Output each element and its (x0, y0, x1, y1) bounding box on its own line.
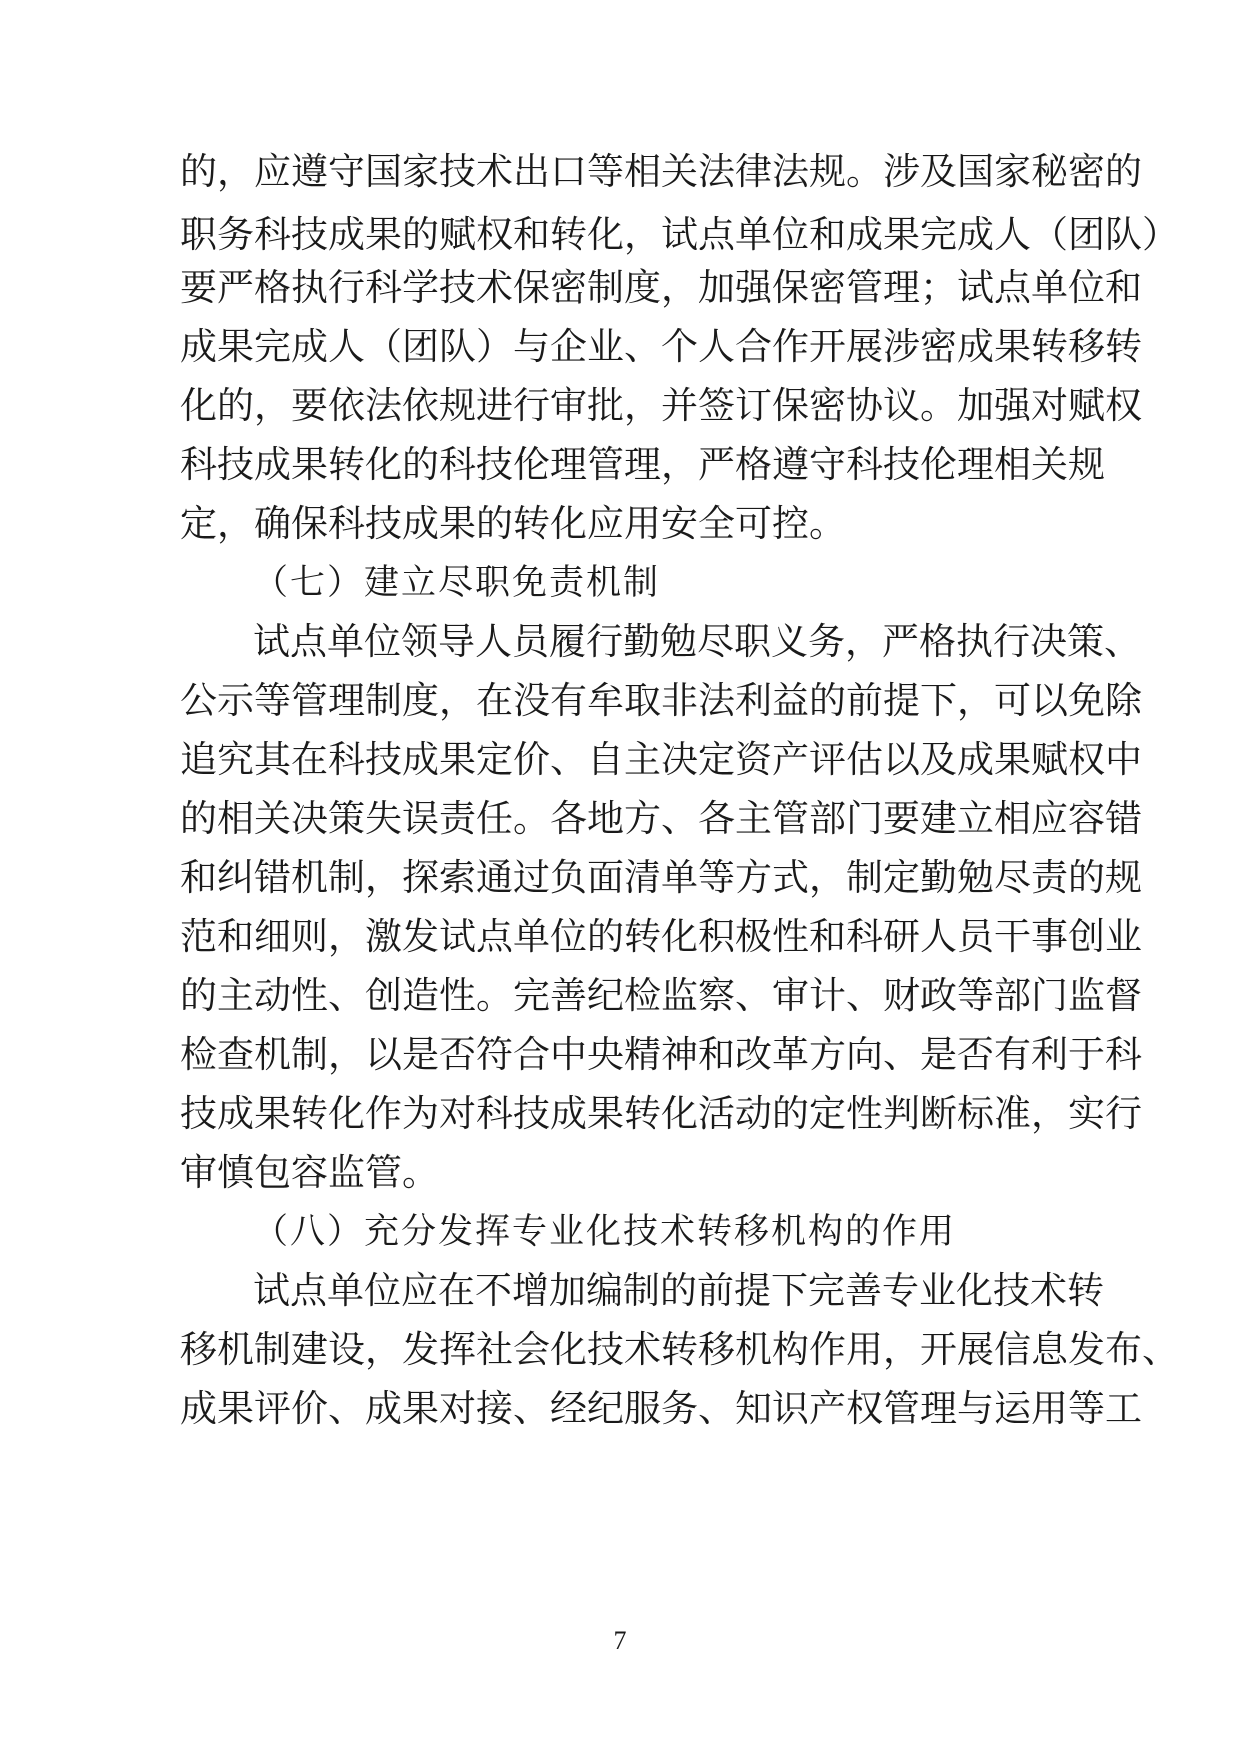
text-line: 范和细则，激发试点单位的转化积极性和科研人员干事创业 (180, 915, 1142, 958)
text-line: 要严格执行科学技术保密制度，加强保密管理；试点单位和 (180, 266, 1142, 309)
text-line: 定，确保科技成果的转化应用安全可控。 (180, 502, 846, 545)
page-number: 7 (613, 1626, 627, 1655)
text-line: 试点单位领导人员履行勤勉尽职义务，严格执行决策、 (253, 620, 1141, 663)
text-line: 的相关决策失误责任。各地方、各主管部门要建立相应容错 (180, 797, 1142, 840)
text-line: 科技成果转化的科技伦理管理，严格遵守科技伦理相关规 (180, 443, 1105, 486)
text-line: 的主动性、创造性。完善纪检监察、审计、财政等部门监督 (180, 974, 1142, 1017)
text-line: 职务科技成果的赋权和转化，试点单位和成果完成人（团队） (180, 213, 1179, 256)
text-line: 的，应遵守国家技术出口等相关法律法规。涉及国家秘密的 (180, 150, 1142, 193)
text-line: 技成果转化作为对科技成果转化活动的定性判断标准，实行 (180, 1092, 1142, 1135)
text-line: 成果评价、成果对接、经纪服务、知识产权管理与运用等工 (180, 1387, 1142, 1430)
text-line: 追究其在科技成果定价、自主决定资产评估以及成果赋权中 (180, 738, 1142, 781)
text-line: 化的，要依法依规进行审批，并签订保密协议。加强对赋权 (180, 384, 1142, 427)
text-line: 审慎包容监管。 (180, 1151, 439, 1194)
section-heading-7: （七）建立尽职免责机制 (253, 563, 661, 603)
text-line: 检查机制，以是否符合中央精神和改革方向、是否有利于科 (180, 1033, 1142, 1076)
text-line: 和纠错机制，探索通过负面清单等方式，制定勤勉尽责的规 (180, 856, 1142, 899)
text-line: 成果完成人（团队）与企业、个人合作开展涉密成果转移转 (180, 325, 1142, 368)
text-line: 移机制建设，发挥社会化技术转移机构作用，开展信息发布、 (180, 1328, 1179, 1371)
section-heading-8: （八）充分发挥专业化技术转移机构的作用 (253, 1212, 957, 1252)
text-line: 公示等管理制度，在没有牟取非法利益的前提下，可以免除 (180, 679, 1142, 722)
text-line: 试点单位应在不增加编制的前提下完善专业化技术转 (253, 1269, 1104, 1312)
